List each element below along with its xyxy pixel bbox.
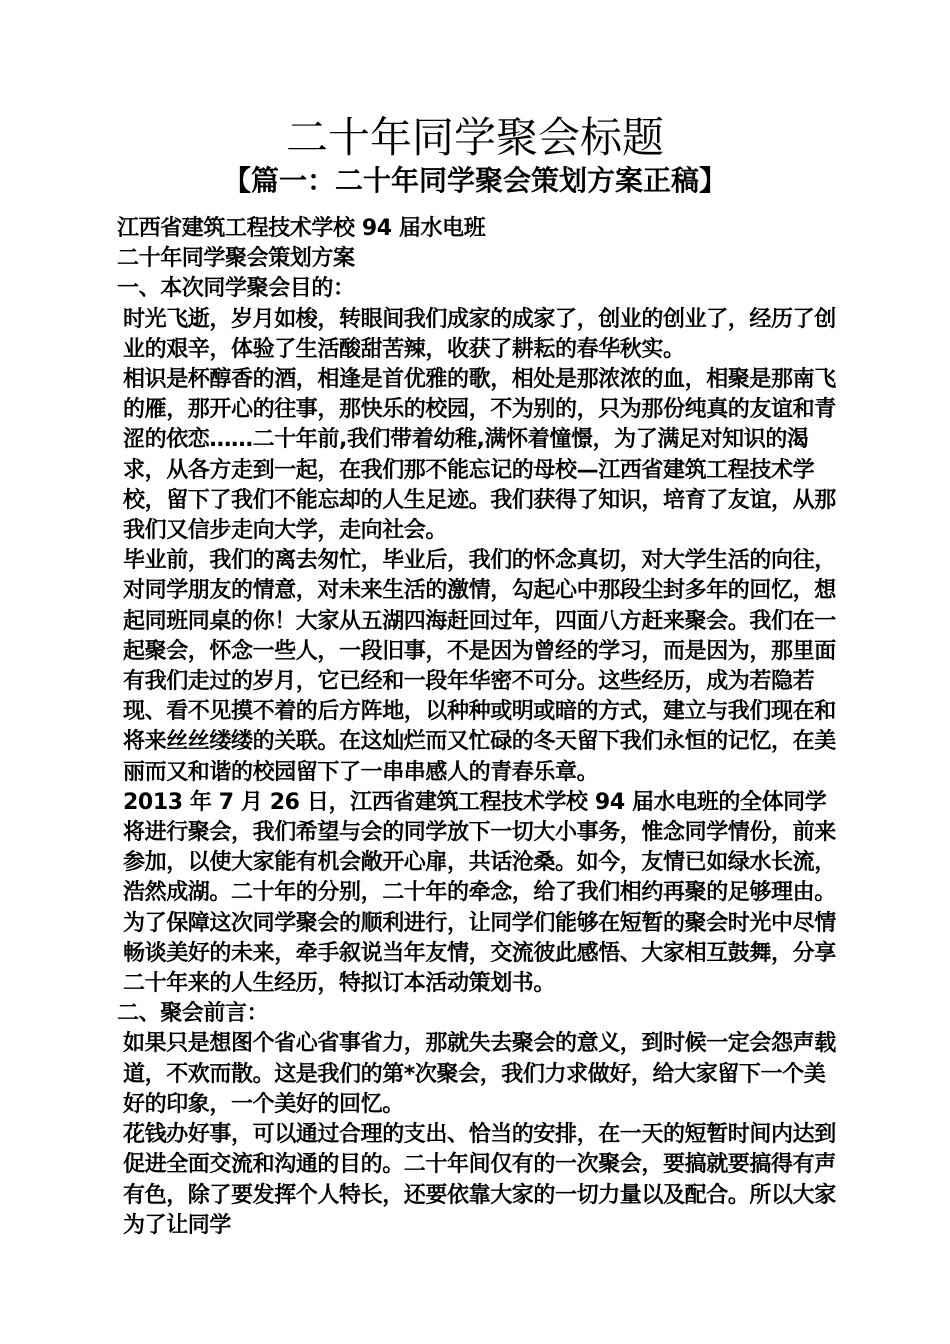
document-title: 二十年同学聚会标题 <box>285 113 664 162</box>
document-subtitle: 【篇一：二十年同学聚会策划方案正稿】 <box>222 164 727 197</box>
section-heading: 二、聚会前言： <box>117 1001 269 1027</box>
plan-heading: 二十年同学聚会策划方案 <box>117 246 355 272</box>
paragraph: 相识是杯醇香的酒，相逢是首优雅的歌，相处是那浓浓的血，相聚是那南飞的雁，那开心的往事，那快乐的校园，不为别的，只为那份纯真的友谊和青涩的依恋……二十年前,我们带着幼稚,满怀着憧憬，为了满足对知识的渴求，从各方走到一起，在我们那不能忘记的母校—江西省建筑工程技术学校，留下了我们不能忘却的人生足迹。我们获得了知识，培育了友谊，从那我们又信步走向大学，走向社会。 <box>123 367 836 544</box>
school-line: 江西省建筑工程技术学校 94 届水电班 <box>117 216 486 241</box>
paragraph: 毕业前，我们的离去匆忙，毕业后，我们的怀念真切，对大学生活的向往，对同学朋友的情意，对未来生活的激情，勾起心中那段尘封多年的回忆，想起同班同桌的你！大家从五湖四海赶回过年，四面八方赶来聚会。我们在一起聚会，怀念一些人，一段旧事，不是因为曾经的学习，而是因为，那里面有我们走过的岁月，它已经和一段年华密不可分。这些经历，成为若隐若现、看不见摸不着的后方阵地，以种种或明或暗的方式，建立与我们现在和将来丝丝缕缕的关联。在这灿烂而又忙碌的冬天留下我们永恒的记忆，在美丽而又和谐的校园留下了一串串感人的青春乐章。 <box>123 548 836 785</box>
paragraph: 花钱办好事，可以通过合理的支出、恰当的安排，在一天的短暂时间内达到促进全面交流和沟通的目的。二十年间仅有的一次聚会，要搞就要搞得有声有色，除了要发挥个人特长，还要依靠大家的一切力量以及配合。所以大家为了让同学 <box>123 1122 836 1238</box>
paragraph: 时光飞逝，岁月如梭，转眼间我们成家的成家了，创业的创业了，经历了创业的艰辛，体验了生活酸甜苦辣，收获了耕耘的春华秋实。 <box>123 306 836 362</box>
document-body <box>117 214 837 1241</box>
paragraph: 如果只是想图个省心省事省力，那就失去聚会的意义，到时候一定会怨声载道，不欢而散。这是我们的第*次聚会，我们力求做好，给大家留下一个美好的印象，一个美好的回忆。 <box>123 1031 836 1117</box>
section-heading: 一、本次同学聚会目的： <box>117 276 355 302</box>
paragraph: 2013 年 7 月 26 日，江西省建筑工程技术学校 94 届水电班的全体同学将进行聚会，我们希望与会的同学放下一切大小事务，惟念同学情份，前来参加，以使大家能有机会敞开心扉，共话沧桑。如今，友情已如绿水长流，浩然成湖。二十年的分别，二十年的牵念，给了我们相约再聚的足够理由。为了保障这次同学聚会的顺利进行，让同学们能够在短暂的聚会时光中尽情畅谈美好的未来，牵手叙说当年友情，交流彼此感悟、大家相互鼓舞，分享二十年来的人生经历，特拟订本活动策划书。 <box>123 789 836 997</box>
